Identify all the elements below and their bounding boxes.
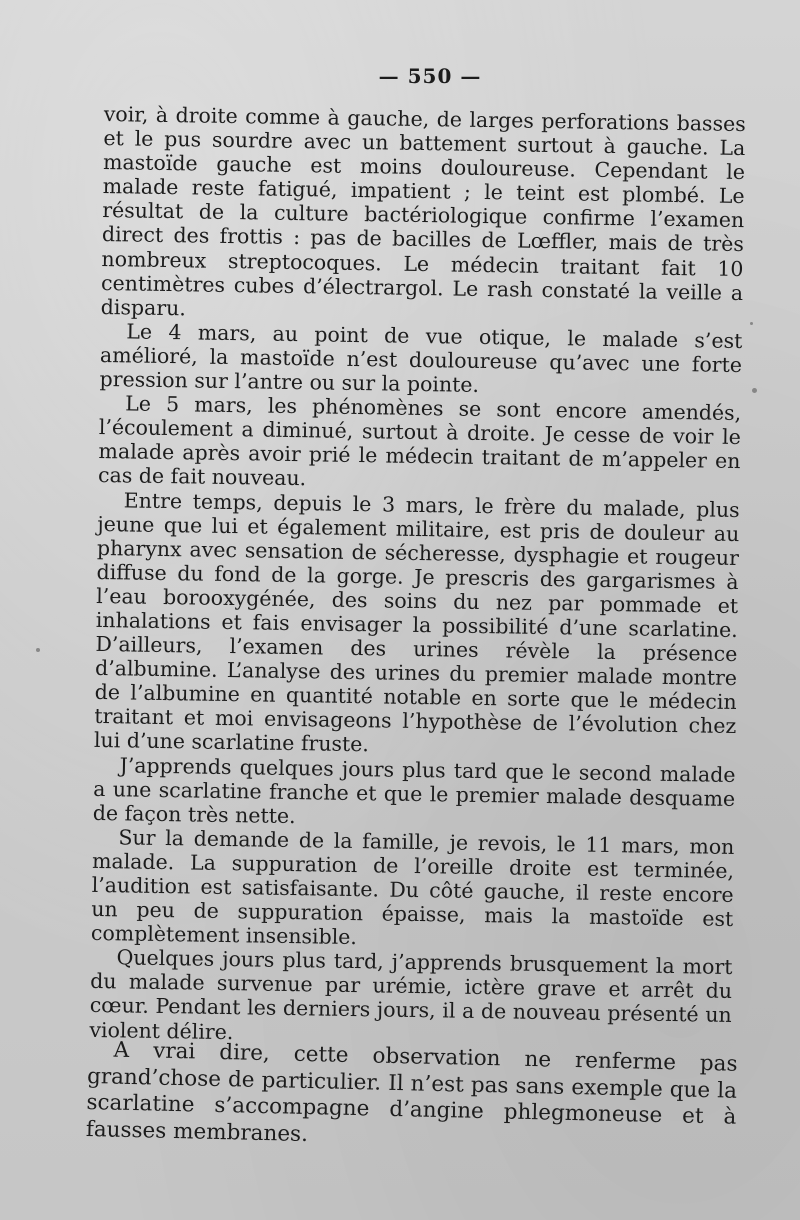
paragraph-march-5: Le 5 mars, les phénomènes se sont encore amendés, l’écoulement a diminué, surtout à droite. Je cesse de voir le malade après avoir prié le médecin traitant de m’appeler en cas de fait nouveau. [97,391,742,491]
case-report-text [89,102,746,1052]
paragraph-death: Quelques jours plus tard, j’apprends brusquement la mort du malade survenue par urémie, ictère grave et arrêt du cœur. Pendant les derniers jours, il a de nouveau présenté un violent délire. [89,945,733,1044]
paragraph-march-11: Sur la demande de la famille, je revois, le 11 mars, mon malade. La suppuration de l’oreille droite est terminée, l’audition est satisfaisante. Du côté gauche, il reste encore un peu de suppuration épaisse, mais la mastoïde est complètement insensible. [90,825,735,950]
paragraph-scarlatina: J’apprends quelques jours plus tard que le second malade a une scarlatine franche et que le premier malade desquame de façon très nette. [92,752,736,828]
print-speck [752,388,757,393]
page-number: — 550 — [378,64,482,88]
paragraph-continuation: voir, à droite comme à gauche, de larges perforations basses et le pus sourdre avec un battement surtout à gauche. La mastoïde gauche est moins douloureuse. Cependant le malade reste fatigué, impatient ; le teint est plombé. Le résultat de la culture bactériologique confirme l’examen direct des frottis : pas de bacilles de Lœffler, mais de très nombreux streptocoques. Le médecin traitant fait 10 centimètres cubes d’électrargol. Le rash constaté la veille a disparu. [100,102,746,321]
print-speck [36,648,40,652]
print-speck [750,322,753,325]
paragraph-conclusion: A vrai dire, cette observation ne renferme pas grand’chose de particulier. Il n’est pas sans exemple que la scarlatine s’accompagne d’angine phlegmoneuse et à fausses membranes. [85,1037,738,1147]
paragraph-brother-illness: Entre temps, depuis le 3 mars, le frère du malade, plus jeune que lui et également militaire, est pris de douleur au pharynx avec sensation de sécheresse, dysphagie et rougeur diffuse du fond de la gorge. Je prescris des gargarismes à l’eau borooxygénée, des soins du nez par pommade et inhalations et fais envisager la possibilité d’une scarlatine. D’ailleurs, l’examen des urines révèle la présence d’albumine. L’analyse des urines du premier malade montre de l’albumine en quantité notable en sorte que le médecin traitant et moi envisageons l’hypothèse de l’évolution chez lui d’une scarlatine fruste. [93,487,740,757]
conclusion-text [86,1037,738,1158]
paragraph-march-4: Le 4 mars, au point de vue otique, le malade s’est amélioré, la mastoïde n’est douloureuse qu’avec une forte pression sur l’antre ou sur la pointe. [99,319,743,397]
